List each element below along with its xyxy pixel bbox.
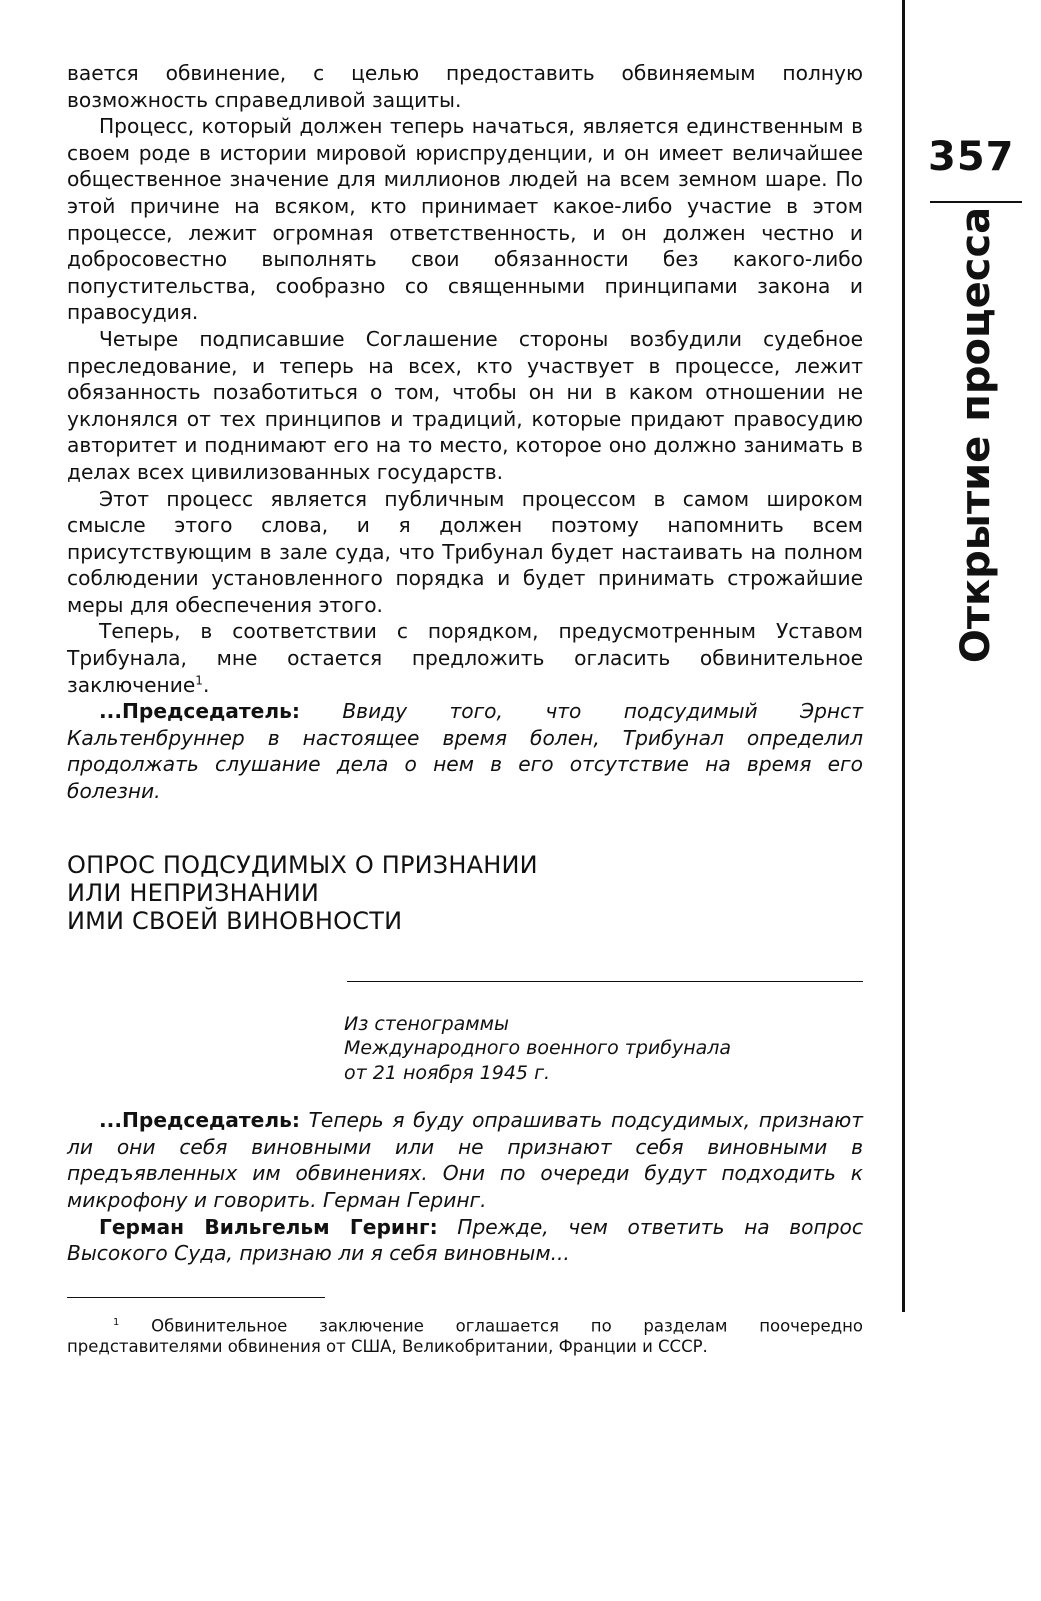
footnote (67, 1312, 863, 1358)
speaker-name: Герман Вильгельм Геринг: (99, 1214, 438, 1239)
speech-text: Теперь я буду опрашивать подсудимых, признают ли они себя виновными или не признают себя виновными в предъявленных им обвинениях. Они по очереди будут подходить к микрофону и говорить. Герман Геринг. (67, 1108, 863, 1212)
footnote-rule (67, 1297, 325, 1298)
dialogue-line (67, 1107, 863, 1213)
paragraph-text: Теперь, в соответствии с порядком, предусмотренным Уставом Трибунала, мне остается предложить огласить обвинительное заключение (67, 619, 863, 697)
source-citation (344, 1012, 863, 1086)
section-heading-line: ОПРОС ПОДСУДИМЫХ О ПРИЗНАНИИ (67, 850, 538, 879)
dialogue-line (67, 1214, 863, 1267)
source-line: Международного военного трибунала (344, 1037, 732, 1060)
body-paragraph: Четыре подписавшие Соглашение стороны возбудили судебное преследование, и теперь на всех, кто участвует в процессе, лежит обязанность позаботиться о том, чтобы он ни в каком отношении не уклонялся от тех принципов и традиций, которые придают правосудию авторитет и поднимают его на то место, которое оно должно занимать в делах всех цивилизованных государств. (67, 326, 863, 484)
section-heading (67, 851, 863, 935)
vertical-rule (902, 0, 905, 1312)
section-heading-line: ИМИ СВОЕЙ ВИНОВНОСТИ (67, 906, 403, 935)
speaker-name: ...Председатель: (99, 1108, 300, 1133)
footnote-mark: 1 (113, 1316, 120, 1328)
source-line: от 21 ноября 1945 г. (344, 1061, 551, 1084)
footnote-text: Обвинительное заключение оглашается по разделам поочередно представителями обвинения от США, Великобритании, Франции и СССР. (67, 1316, 863, 1357)
body-paragraph (67, 618, 863, 698)
running-title-text: Открытие процесса (953, 206, 999, 664)
dialogue (67, 1107, 863, 1267)
speaker-name: ...Председатель: (99, 699, 300, 724)
speech-text: Прежде, чем ответить на вопрос Высокого Суда, признаю ли я себя виновным... (67, 1214, 863, 1266)
section-heading-line: ИЛИ НЕПРИЗНАНИИ (67, 878, 320, 907)
heading-rule (347, 981, 863, 982)
speech-text: Ввиду того, что подсудимый Эрнст Кальтенбруннер в настоящее время болен, Трибунал определил продолжать слушание дела о нем в его отсутствие на время его болезни. (67, 699, 863, 804)
paragraph-text-end: . (202, 672, 210, 697)
body-paragraph: вается обвинение, с целью предоставить обвиняемым полную возможность справедливой защиты. (67, 61, 863, 112)
chairman-remark (67, 698, 863, 804)
source-line: Из стенограммы (344, 1012, 509, 1035)
footnote-reference: 1 (195, 672, 203, 687)
body-paragraph: Процесс, который должен теперь начаться, является единственным в своем роде в истории мировой юриспруденции, и он имеет величайшее общественное значение для миллионов людей на всем земном шаре. По этой причине на всяком, кто принимает какое-либо участие в этом процессе, лежит огромная ответственность, и он должен честно и добросовестно выполнять свои обязанности без какого-либо попустительства, сообразно со священными принципами закона и правосудия. (67, 114, 863, 325)
page-number: 357 (928, 134, 1015, 180)
body-paragraph: Этот процесс является публичным процессом в самом широком смысле этого слова, и я должен поэтому напомнить всем присутствующим в зале суда, что Трибунал будет настаивать на полном соблюдении установленного порядка и будет принимать строжайшие меры для обеспечения этого. (67, 486, 863, 617)
text-column (67, 60, 863, 1357)
header-rule (930, 201, 1022, 203)
